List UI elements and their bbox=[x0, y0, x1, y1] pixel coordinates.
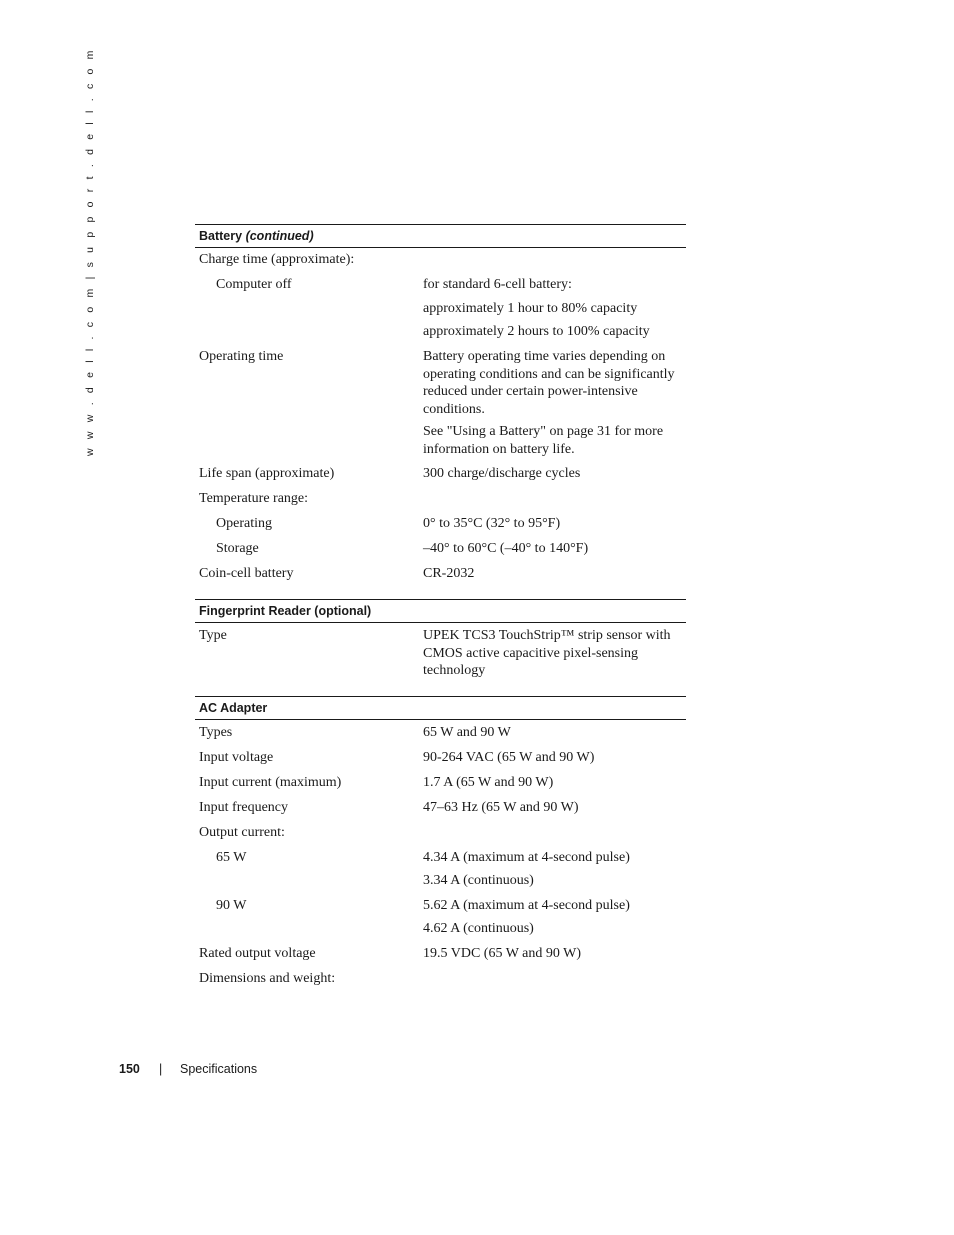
input-current-label: Input current (maximum) bbox=[199, 775, 342, 790]
computer-off-value: for standard 6-cell battery: bbox=[423, 277, 572, 292]
operating-time-value: Battery operating time varies depending on operating conditions and can be significantly reduced under certain power-intensive conditions. bbox=[423, 349, 675, 417]
fingerprint-title: Fingerprint Reader (optional) bbox=[199, 604, 372, 618]
battery-title: Battery bbox=[199, 229, 243, 243]
types-label: Types bbox=[199, 725, 233, 740]
ac-adapter-title: AC Adapter bbox=[199, 701, 268, 715]
fingerprint-type-label: Type bbox=[199, 628, 227, 643]
output-90w-value-2: 4.62 A (continuous) bbox=[423, 921, 534, 936]
coin-cell-value: CR-2032 bbox=[423, 566, 475, 581]
output-65w-value-2: 3.34 A (continuous) bbox=[423, 873, 534, 888]
fingerprint-type-value: UPEK TCS3 TouchStrip™ strip sensor with CMOS active capacitive pixel-sensing technology bbox=[423, 628, 671, 678]
input-frequency-label: Input frequency bbox=[199, 800, 289, 815]
charge-time-label: Charge time (approximate): bbox=[199, 252, 355, 267]
temp-operating-value: 0° to 35°C (32° to 95°F) bbox=[423, 516, 561, 531]
output-90w-label: 90 W bbox=[216, 898, 247, 913]
life-span-value: 300 charge/discharge cycles bbox=[423, 466, 581, 481]
input-current-value: 1.7 A (65 W and 90 W) bbox=[423, 775, 554, 790]
ac-adapter-section bbox=[195, 696, 686, 986]
battery-title-suffix: (continued) bbox=[245, 229, 314, 243]
ac-adapter-section-header bbox=[195, 696, 686, 720]
temp-storage-value: –40° to 60°C (–40° to 140°F) bbox=[423, 541, 589, 556]
dimensions-label: Dimensions and weight: bbox=[199, 971, 336, 986]
output-90w-value: 5.62 A (maximum at 4-second pulse) bbox=[423, 898, 630, 913]
output-65w-value: 4.34 A (maximum at 4-second pulse) bbox=[423, 850, 630, 865]
input-voltage-label: Input voltage bbox=[199, 750, 274, 765]
output-current-label: Output current: bbox=[199, 825, 285, 840]
rated-output-label: Rated output voltage bbox=[199, 946, 316, 961]
rated-output-value: 19.5 VDC (65 W and 90 W) bbox=[423, 946, 582, 961]
computer-off-value-3: approximately 2 hours to 100% capacity bbox=[423, 324, 650, 339]
temp-operating-label: Operating bbox=[216, 516, 272, 531]
life-span-label: Life span (approximate) bbox=[199, 466, 335, 481]
temp-storage-label: Storage bbox=[216, 541, 259, 556]
side-website-url: w w w . d e l l . c o m | s u p p o r t . d e l l . c o m bbox=[84, 47, 96, 456]
input-voltage-value: 90-264 VAC (65 W and 90 W) bbox=[423, 750, 595, 765]
output-65w-label: 65 W bbox=[216, 850, 247, 865]
operating-time-value-2: See "Using a Battery" on page 31 for more information on battery life. bbox=[423, 424, 664, 457]
input-frequency-value: 47–63 Hz (65 W and 90 W) bbox=[423, 800, 579, 815]
types-value: 65 W and 90 W bbox=[423, 725, 511, 740]
coin-cell-label: Coin-cell battery bbox=[199, 566, 294, 581]
fingerprint-section-header bbox=[195, 599, 686, 623]
page-number: 150 bbox=[119, 1062, 140, 1076]
battery-section bbox=[195, 224, 686, 581]
temp-range-label: Temperature range: bbox=[199, 491, 309, 506]
footer-separator: | bbox=[159, 1062, 163, 1076]
computer-off-label: Computer off bbox=[216, 277, 292, 292]
operating-time-label: Operating time bbox=[199, 349, 284, 364]
computer-off-value-2: approximately 1 hour to 80% capacity bbox=[423, 301, 638, 316]
fingerprint-section bbox=[195, 599, 686, 678]
chapter-title: Specifications bbox=[180, 1062, 258, 1076]
battery-section-header bbox=[195, 224, 686, 248]
